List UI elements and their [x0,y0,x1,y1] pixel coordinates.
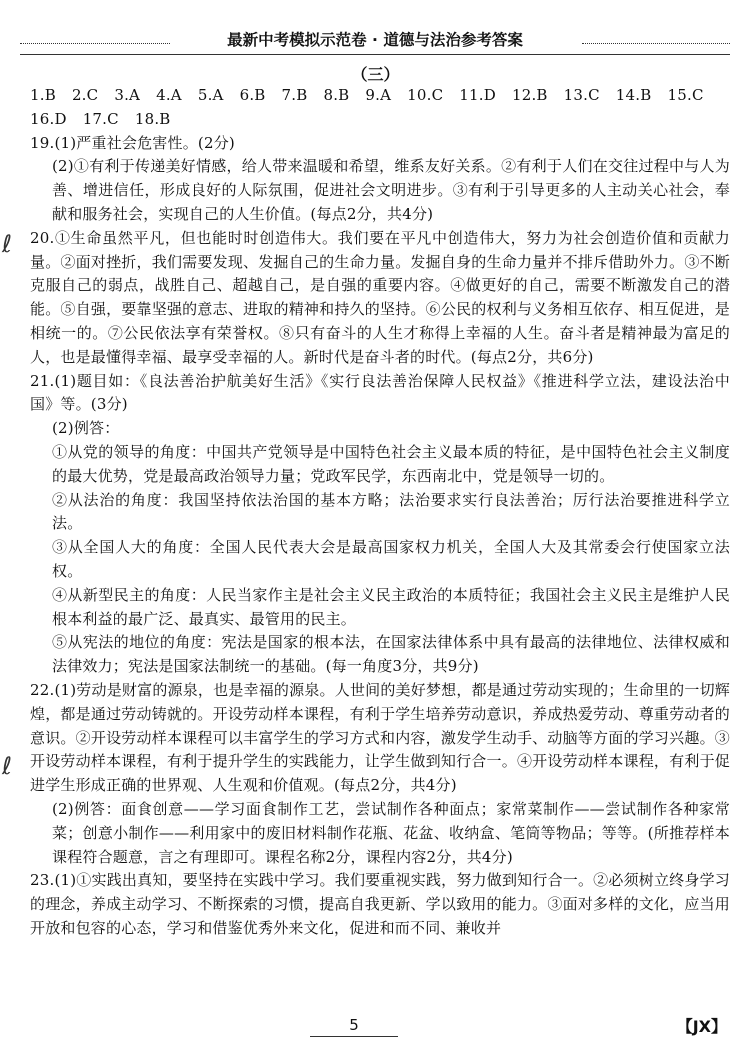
mc-answer: 10.C [407,86,444,104]
mc-answer: 6.B [239,86,266,104]
answer-21-2-point: ②从法治的角度：我国坚持依法治国的基本方略；法治要求实行良法善治；厉行法治要推进科学立法。 [52,490,730,533]
mc-answer: 9.A [365,86,392,104]
mc-answer: 18.B [134,109,171,128]
mc-answer: 1.B [30,86,56,104]
answer-21-2-point: ④从新型民主的角度：人民当家作主是社会主义民主政治的本质特征；我国社会主义民主是维护人民根本利益的最广泛、最真实、最管用的民主。 [52,585,730,628]
answer-22-1: 22.(1)劳动是财富的源泉，也是幸福的源泉。人世间的美好梦想，都是通过劳动实现的；生命里的一切辉煌，都是通过劳动铸就的。开设劳动样本课程，有利于学生培养劳动意识，养成热爱劳动、尊重劳动者的意识。②开设劳动样本课程可以丰富学生的学习方式和内容，激发学生动手、动脑等方面的学习兴趣。③开设劳动样本课程，有利于提升学生的实践能力，让学生做到知行合一。④开设劳动样本课程，有利于促进学生形成正确的世界观、人生观和价值观。(每点2分，共4分) [30,680,730,795]
mc-answer: 13.C [563,86,600,104]
answer-body [30,84,730,941]
mc-answer: 4.A [156,86,182,104]
mc-answer: 5.A [197,86,224,104]
header-dotted-rule-left [20,43,170,44]
answer-21-2-point: ⑤从宪法的地位的角度：宪法是国家的根本法，在国家法律体系中具有最高的法律地位、法律权威和法律效力；宪法是国家法制统一的基础。(每一角度3分，共9分) [52,633,730,676]
mc-answer: 16.D [30,109,67,128]
mc-answer: 8.B [323,86,350,104]
multiple-choice-answers [30,84,730,132]
page-footer [0,1012,751,1042]
mc-answer: 11.D [459,86,496,104]
mc-answer: 12.B [511,86,548,104]
page-header [20,28,730,58]
answer-19-2: (2)①有利于传递美好情感，给人带来温暖和希望，维系友好关系。②有利于人们在交往过程中与人为善、增进信任，形成良好的人际氛围，促进社会文明进步。③有利于引导更多的人主动关心社会，奉献和服务社会，实现自己的人生价值。(每点2分，共4分) [52,157,730,223]
header-dotted-rule-right [582,43,730,44]
mc-answer: 14.B [615,86,652,104]
mc-answer: 2.C [71,86,99,104]
answer-22-2: (2)例答：面食创意——学习面食制作工艺，尝试制作各种面点；家常菜制作——尝试制作各种家常菜；创意小制作——利用家中的废旧材料制作花瓶、花盆、收纳盒、笔筒等物品；等等。(所推荐样本课程符合题意，言之有理即可。课程名称2分，课程内容2分，共4分) [52,799,730,866]
answer-21-2-point: ①从党的领导的角度：中国共产党领导是中国特色社会主义最本质的特征，是中国特色社会主义制度的最大优势，党是最高政治领导力量；党政军民学，东西南北中，党是领导一切的。 [52,442,730,485]
edition-code: 【JX】 [676,1017,727,1036]
answer-20: 20.①生命虽然平凡，但也能时时创造伟大。我们要在平凡中创造伟大，努力为社会创造价值和贡献力量。②面对挫折，我们需要发现、发掘自己的生命力量。发掘自身的生命力量并不排斥借助外力。③不断克服自己的弱点，战胜自己、超越自己，是自强的重要内容。④做更好的自己，需要不断激发自己的潜能。⑤自强，要靠坚强的意志、进取的精神和持久的坚持。⑥公民的权利与义务相互依存、相互促进，是相统一的。⑦公民依法享有荣誉权。⑧只有奋斗的人生才称得上幸福的人生。奋斗者是精神最为富足的人，也是最懂得幸福、最享受幸福的人。新时代是奋斗者的时代。(每点2分，共6分) [30,228,730,366]
margin-pen-mark: ℓ [2,752,12,780]
mc-answer: 15.C [667,86,704,104]
margin-pen-mark: ℓ [2,230,12,258]
section-title: （三） [351,65,400,84]
mc-answer: 7.B [281,86,308,104]
answer-23-1: 23.(1)①实践出真知，要坚持在实践中学习。我们要重视实践，努力做到知行合一。②必须树立终身学习的理念，养成主动学习、不断探索的习惯，提高自我更新、学以致用的能力。③面对多样的文化，应当用开放和包容的心态，学习和借鉴优秀外来文化，促进和而不同、兼收并 [30,871,730,937]
answer-21-2-intro: (2)例答： [52,419,120,438]
mc-answer: 3.A [114,86,141,104]
page-number: 5 [310,1016,398,1037]
header-underline [20,54,730,55]
answer-19-1: 19.(1)严重社会危害性。(2分) [30,133,235,152]
answer-21-1: 21.(1)题目如：《良法善治护航美好生活》《实行良法善治保障人民权益》《推进科学立法，建设法治中国》等。(3分) [30,371,730,414]
mc-answer: 17.C [82,109,119,128]
answer-21-2-point: ③从全国人大的角度：全国人民代表大会是最高国家权力机关，全国人大及其常委会行使国家立法权。 [52,538,730,580]
header-title: 最新中考模拟示范卷 · 道德与法治参考答案 [221,31,529,49]
